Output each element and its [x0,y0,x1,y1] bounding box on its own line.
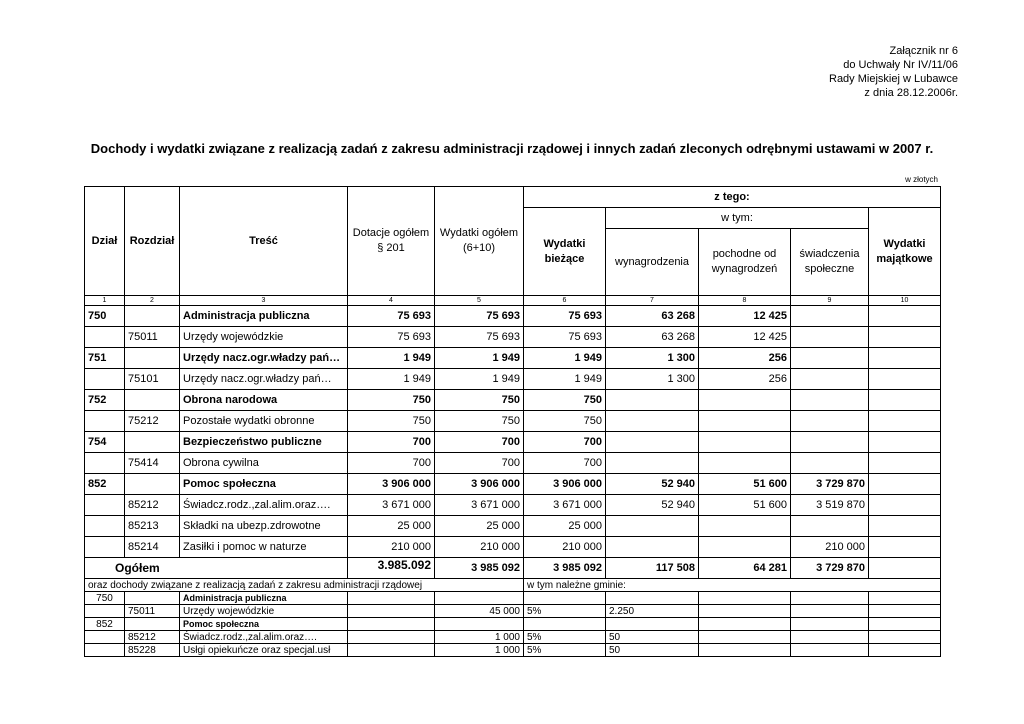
income-rozdzial-cell: 85228 [125,644,180,657]
total-row [85,558,941,579]
column-number: 1 [85,296,125,306]
total-label: Ogółem [85,558,348,579]
rozdzial-cell: 75011 [125,327,180,348]
income-amount-cell: 1 000 [435,631,524,644]
value-cell: 12 425 [699,306,791,327]
value-cell: 75 693 [435,306,524,327]
value-cell [869,474,941,495]
value-cell [869,390,941,411]
annex-note [829,44,958,100]
tresc-cell: Urzędy nacz.ogr.władzy pań… [180,369,348,390]
total-value: 64 281 [699,558,791,579]
value-cell: 1 949 [435,348,524,369]
header-dotacje: Dotacje ogółem § 201 [348,187,435,296]
dzial-cell: 751 [85,348,125,369]
income-share-cell [606,592,699,605]
value-cell: 75 693 [435,327,524,348]
rozdzial-cell [125,348,180,369]
value-cell: 700 [524,432,606,453]
value-cell: 1 300 [606,348,699,369]
income-empty-cell [791,631,869,644]
tresc-cell: Urzędy wojewódzkie [180,327,348,348]
value-cell [869,432,941,453]
tresc-cell: Pozostałe wydatki obronne [180,411,348,432]
header-tresc: Treść [180,187,348,296]
income-dzial-cell [85,644,125,657]
income-rozdzial-cell [125,592,180,605]
total-value: 117 508 [606,558,699,579]
tresc-cell: Obrona narodowa [180,390,348,411]
column-number: 4 [348,296,435,306]
income-rozdzial-cell: 85212 [125,631,180,644]
value-cell: 63 268 [606,306,699,327]
rozdzial-cell: 75101 [125,369,180,390]
value-cell: 1 949 [348,348,435,369]
value-cell [606,516,699,537]
income-pct-cell: 5% [524,644,606,657]
value-cell [606,537,699,558]
value-cell [791,369,869,390]
income-empty-cell [699,605,791,618]
income-empty-cell [791,605,869,618]
value-cell [869,327,941,348]
tresc-cell: Pomoc społeczna [180,474,348,495]
table-row [85,432,941,453]
value-cell [869,453,941,474]
value-cell [791,390,869,411]
column-number: 5 [435,296,524,306]
income-empty-cell [699,618,791,631]
income-empty-cell [699,592,791,605]
tresc-cell: Obrona cywilna [180,453,348,474]
income-share-cell [606,618,699,631]
table-row [85,390,941,411]
value-cell: 256 [699,369,791,390]
value-cell: 3 519 870 [791,495,869,516]
column-number: 7 [606,296,699,306]
rozdzial-cell [125,474,180,495]
income-tresc-cell: Urzędy wojewódzkie [180,605,348,618]
table-row [85,327,941,348]
value-cell: 3 906 000 [524,474,606,495]
value-cell [869,306,941,327]
income-dzial-cell [85,631,125,644]
income-empty-cell [348,592,435,605]
value-cell: 1 949 [435,369,524,390]
value-cell: 700 [348,453,435,474]
value-cell: 75 693 [348,327,435,348]
value-cell [869,411,941,432]
value-cell: 52 940 [606,474,699,495]
income-dzial-cell [85,605,125,618]
table-row [85,306,941,327]
income-rozdzial-cell: 75011 [125,605,180,618]
value-cell [791,432,869,453]
income-empty-cell [348,631,435,644]
dzial-cell: 752 [85,390,125,411]
income-tresc-cell: Świadcz.rodz.,zal.alim.oraz…. [180,631,348,644]
value-cell: 750 [348,390,435,411]
value-cell [869,369,941,390]
header-pochodne: pochodne od wynagrodzeń [699,229,791,296]
budget-table [84,186,941,657]
value-cell [869,348,941,369]
table-row [85,348,941,369]
value-cell: 3 671 000 [435,495,524,516]
value-cell [869,516,941,537]
income-header-row [85,579,941,592]
value-cell [699,411,791,432]
value-cell [699,432,791,453]
dzial-cell [85,537,125,558]
value-cell [699,453,791,474]
value-cell [791,306,869,327]
income-row [85,605,941,618]
income-empty-cell [791,592,869,605]
column-number-row [85,296,941,306]
table-row [85,453,941,474]
header-biezace: Wydatki bieżące [524,208,606,296]
value-cell [869,495,941,516]
rozdzial-cell: 85212 [125,495,180,516]
value-cell: 75 693 [348,306,435,327]
income-share-cell: 50 [606,644,699,657]
income-amount-cell [435,592,524,605]
value-cell: 256 [699,348,791,369]
income-row [85,631,941,644]
income-empty-cell [869,644,941,657]
rozdzial-cell [125,306,180,327]
rozdzial-cell: 85214 [125,537,180,558]
income-header-right: w tym należne gminie: [524,579,941,592]
tresc-cell: Świadcz.rodz.,zal.alim.oraz…. [180,495,348,516]
value-cell [606,411,699,432]
header-z-tego: z tego: [524,187,941,208]
income-dzial-cell: 852 [85,618,125,631]
annex-line: Rady Miejskiej w Lubawce [829,73,958,85]
income-empty-cell [699,644,791,657]
table-row [85,516,941,537]
value-cell [606,390,699,411]
value-cell [791,516,869,537]
income-amount-cell: 1 000 [435,644,524,657]
value-cell: 750 [348,411,435,432]
total-value: 3 729 870 [791,558,869,579]
header-wynagrodzenia: wynagrodzenia [606,229,699,296]
value-cell [699,390,791,411]
value-cell [791,411,869,432]
rozdzial-cell: 75212 [125,411,180,432]
value-cell [606,432,699,453]
value-cell: 750 [524,411,606,432]
value-cell [606,453,699,474]
dzial-cell: 754 [85,432,125,453]
annex-line: do Uchwały Nr IV/11/06 [843,59,958,71]
table-body [85,187,941,657]
tresc-cell: Zasiłki i pomoc w naturze [180,537,348,558]
income-tresc-cell: Administracja publiczna [180,592,348,605]
tresc-cell: Administracja publiczna [180,306,348,327]
header-dzial: Dział [85,187,125,296]
value-cell [791,453,869,474]
dzial-cell [85,453,125,474]
income-amount-cell: 45 000 [435,605,524,618]
income-empty-cell [869,592,941,605]
header-majatkowe: Wydatki majątkowe [869,208,941,296]
column-number: 10 [869,296,941,306]
income-tresc-cell: Pomoc społeczna [180,618,348,631]
value-cell [869,537,941,558]
dzial-cell: 750 [85,306,125,327]
income-empty-cell [348,618,435,631]
tresc-cell: Bezpieczeństwo publiczne [180,432,348,453]
value-cell: 75 693 [524,306,606,327]
header-wydatki-ogolem: Wydatki ogółem (6+10) [435,187,524,296]
value-cell: 63 268 [606,327,699,348]
value-cell [699,516,791,537]
rozdzial-cell [125,432,180,453]
value-cell: 3 671 000 [348,495,435,516]
income-share-cell: 2.250 [606,605,699,618]
value-cell: 25 000 [348,516,435,537]
income-pct-cell: 5% [524,631,606,644]
value-cell: 700 [524,453,606,474]
income-empty-cell [791,618,869,631]
value-cell: 52 940 [606,495,699,516]
header-swiadczenia: świadczenia społeczne [791,229,869,296]
value-cell: 3 906 000 [435,474,524,495]
value-cell: 1 300 [606,369,699,390]
dzial-cell: 852 [85,474,125,495]
value-cell: 25 000 [435,516,524,537]
table-row [85,495,941,516]
dzial-cell [85,327,125,348]
income-pct-cell [524,618,606,631]
income-row [85,644,941,657]
dzial-cell [85,495,125,516]
value-cell [791,348,869,369]
income-pct-cell [524,592,606,605]
value-cell: 1 949 [348,369,435,390]
income-empty-cell [869,618,941,631]
income-empty-cell [348,644,435,657]
value-cell: 3 906 000 [348,474,435,495]
value-cell: 700 [435,432,524,453]
income-rozdzial-cell [125,618,180,631]
column-number: 3 [180,296,348,306]
income-empty-cell [699,631,791,644]
total-value: 3.985.092 [348,558,435,579]
value-cell: 51 600 [699,495,791,516]
income-row [85,592,941,605]
dzial-cell [85,369,125,390]
table-row [85,537,941,558]
income-amount-cell [435,618,524,631]
income-empty-cell [869,631,941,644]
income-empty-cell [791,644,869,657]
income-tresc-cell: Usłgi opiekuńcze oraz specjal.usł [180,644,348,657]
value-cell: 700 [435,453,524,474]
tresc-cell: Urzędy nacz.ogr.władzy pań… [180,348,348,369]
column-number: 9 [791,296,869,306]
value-cell: 51 600 [699,474,791,495]
unit-label: w złotych [905,175,938,184]
total-empty [869,558,941,579]
value-cell: 25 000 [524,516,606,537]
value-cell: 75 693 [524,327,606,348]
header-w-tym: w tym: [606,208,869,229]
value-cell [791,327,869,348]
rozdzial-cell [125,390,180,411]
table-row [85,369,941,390]
value-cell: 750 [524,390,606,411]
income-empty-cell [348,605,435,618]
value-cell: 750 [435,411,524,432]
income-share-cell: 50 [606,631,699,644]
header-rozdzial: Rozdział [125,187,180,296]
income-empty-cell [869,605,941,618]
dzial-cell [85,516,125,537]
value-cell: 12 425 [699,327,791,348]
table-row [85,411,941,432]
dzial-cell [85,411,125,432]
table-row [85,474,941,495]
column-number: 8 [699,296,791,306]
rozdzial-cell: 85213 [125,516,180,537]
income-dzial-cell: 750 [85,592,125,605]
value-cell: 210 000 [435,537,524,558]
rozdzial-cell: 75414 [125,453,180,474]
value-cell: 210 000 [348,537,435,558]
value-cell: 1 949 [524,348,606,369]
value-cell: 750 [435,390,524,411]
value-cell: 210 000 [791,537,869,558]
value-cell [699,537,791,558]
value-cell: 3 671 000 [524,495,606,516]
income-row [85,618,941,631]
income-pct-cell: 5% [524,605,606,618]
value-cell: 1 949 [524,369,606,390]
total-value: 3 985 092 [435,558,524,579]
annex-line: Załącznik nr 6 [889,45,958,57]
tresc-cell: Składki na ubezp.zdrowotne [180,516,348,537]
document-title: Dochody i wydatki związane z realizacją zadań z zakresu administracji rządowej i innych zadań zleconych odrębnymi ustawami w 2007 r. [90,141,934,156]
annex-line: z dnia 28.12.2006r. [864,87,958,99]
income-header-left: oraz dochody związane z realizacją zadań z zakresu administracji rządowej [85,579,524,592]
column-number: 6 [524,296,606,306]
value-cell: 700 [348,432,435,453]
column-number: 2 [125,296,180,306]
value-cell: 210 000 [524,537,606,558]
total-value: 3 985 092 [524,558,606,579]
value-cell: 3 729 870 [791,474,869,495]
